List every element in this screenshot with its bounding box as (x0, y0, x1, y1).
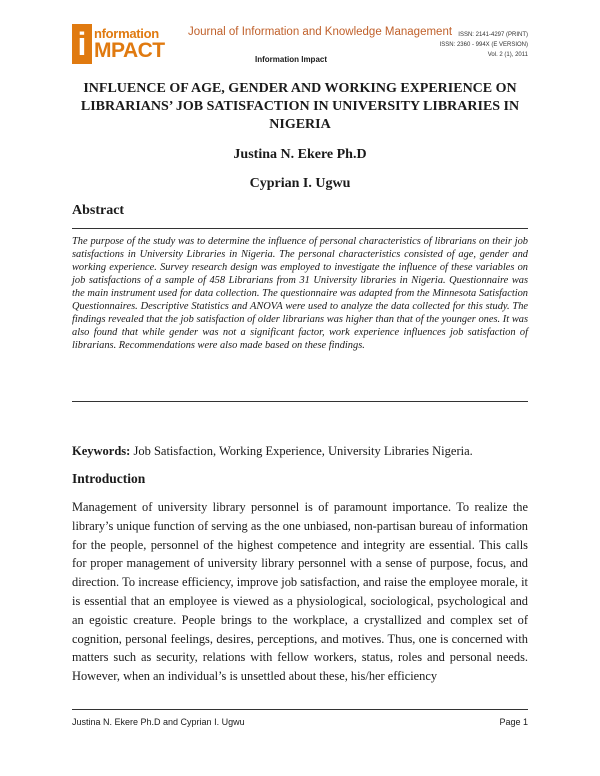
header-subtitle: Information Impact (255, 55, 328, 64)
paper-title: INFLUENCE OF AGE, GENDER AND WORKING EXPERIENCE ON LIBRARIANS’ JOB SATISFACTION IN UNIVERSITY LIBRARIES IN NIGERIA (80, 81, 520, 132)
page-number: Page 1 (499, 717, 528, 727)
issn-block (440, 30, 528, 60)
intro-heading: Introduction (72, 471, 146, 486)
author-1: Justina N. Ekere Ph.D (233, 147, 367, 162)
abstract-heading: Abstract (72, 203, 125, 218)
intro-text: Management of university library personnel is of paramount importance. To realize the library’s unique function of serving as the one unbiased, non-partisan bureau of information for the people, personnel of the highest competence and integrity are essential. This calls for proper management of university library personnel with a sense of purpose, focus, and direction. To increase efficiency, improve job satisfaction, and raise the employee morale, it is essential that an employee is viewed as a physiological, sociological, psychological and an egoistic creature. People brings to the workplace, a crystallized and complex set of cognition, personal feelings, desires, perceptions, and motives. Thus, one is concerned with matters such as security, relations with fellow workers, status, roles and personal needs. However, when an individual’s is unsettled about these, his/her efficiency (72, 500, 528, 684)
volume-info: Vol. 2 (1), 2011 (487, 52, 528, 58)
issn-print: ISSN: 2141-4297 (PRINT) (458, 32, 528, 38)
logo-text-information: nformation (94, 26, 159, 41)
logo-text-impact: MPACT (94, 39, 165, 62)
author-2: Cyprian I. Ugwu (249, 176, 351, 191)
abstract-bottom-rule (72, 401, 528, 402)
journal-logo (72, 24, 167, 64)
footer-rule (72, 709, 528, 710)
logo-i: i (72, 24, 92, 64)
footer-authors: Justina N. Ekere Ph.D and Cyprian I. Ugwu (72, 717, 245, 727)
keywords (72, 444, 473, 459)
abstract-text: The purpose of the study was to determine the influence of personal characteristics of librarians on their job satisfactions in University Libraries in Nigeria. The personal characteristics consisted of age, gender and working experience. Survey research design was employed to investigate the influence of these variables on job satisfactions of a sample of 458 Librarians from 31 University libraries in Nigeria. Questionnaire was the main instrument used for data collection. The questionnaire was adapted from the Minnesota Satisfaction Questionnaires. Descriptive Statistics and ANOVA were used to analyze the data collected for this study. The findings revealed that the job satisfaction of older librarians was higher than that of the younger ones. It was also found that while gender was not a significant factor, work experience influences job satisfaction of librarians. Recommendations were also made based on these findings. (72, 236, 528, 351)
keywords-label: Keywords: (72, 444, 131, 458)
journal-name: Journal of Information and Knowledge Management (188, 26, 453, 38)
keywords-text: Job Satisfaction, Working Experience, University Libraries Nigeria. (130, 444, 473, 458)
abstract-top-rule (72, 228, 528, 229)
issn-online: ISSN: 2360 - 994X (E VERSION) (439, 42, 528, 48)
